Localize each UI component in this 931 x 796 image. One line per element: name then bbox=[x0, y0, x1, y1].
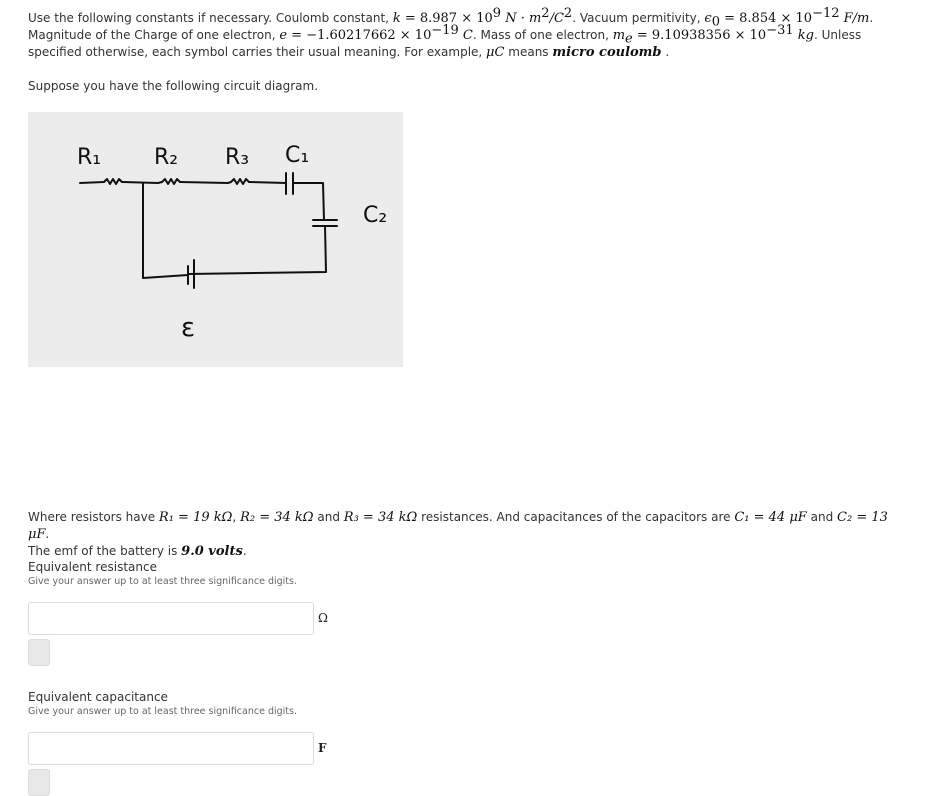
wire bbox=[188, 226, 326, 274]
math: micro coulomb bbox=[552, 45, 662, 60]
circuit-label: C₁ bbox=[285, 143, 310, 168]
question-label-resistance: Equivalent resistance bbox=[28, 560, 157, 574]
text: Use the following constants if necessary. Coulomb constant, bbox=[28, 11, 393, 25]
circuit-diagram bbox=[28, 112, 403, 367]
math: m bbox=[612, 28, 626, 43]
circuit-drawing bbox=[28, 112, 403, 367]
resistor-r2-symbol bbox=[162, 179, 180, 184]
wire bbox=[122, 182, 162, 183]
math: μC bbox=[486, 45, 505, 60]
text: , bbox=[232, 510, 241, 524]
math: = 9.10938356 × 10 bbox=[632, 28, 767, 43]
wire bbox=[80, 182, 104, 183]
capacitance-submit-button[interactable] bbox=[28, 769, 50, 796]
resistance-submit-button[interactable] bbox=[28, 639, 50, 666]
math: kg bbox=[793, 28, 814, 43]
question-label-capacitance: Equivalent capacitance bbox=[28, 690, 168, 704]
capacitance-unit: F bbox=[318, 741, 327, 755]
text: means bbox=[504, 45, 553, 59]
capacitor-c1-symbol bbox=[286, 173, 293, 194]
math: 2 bbox=[563, 6, 573, 21]
math: 9 bbox=[492, 6, 502, 21]
equivalent-capacitance-input[interactable] bbox=[28, 732, 314, 765]
text: and bbox=[313, 510, 344, 524]
math: = 8.854 × 10 bbox=[719, 11, 813, 26]
math: 9.0 volts bbox=[181, 544, 243, 559]
circuit-label: C₂ bbox=[363, 203, 388, 228]
math: −19 bbox=[431, 23, 459, 38]
text: resistances. And capacitances of the capacitors are bbox=[417, 510, 735, 524]
math: /C bbox=[549, 11, 564, 26]
math: −31 bbox=[766, 23, 794, 38]
wire bbox=[180, 182, 231, 183]
text: . bbox=[45, 527, 50, 541]
suppose-text: Suppose you have the following circuit diagram. bbox=[28, 79, 319, 93]
wire bbox=[143, 183, 188, 278]
math: = −1.60217662 × 10 bbox=[287, 28, 432, 43]
text: . Unless specified otherwise, each symbol carries their usual meaning. For example, bbox=[28, 28, 862, 59]
circuit-label: ε bbox=[181, 313, 196, 343]
equivalent-resistance-input[interactable] bbox=[28, 602, 314, 635]
math: N · m bbox=[501, 11, 542, 26]
circuit-label: R₃ bbox=[225, 145, 250, 170]
constants-paragraph bbox=[28, 6, 908, 61]
math: ϵ bbox=[704, 11, 712, 26]
math: R₃ = 34 kΩ bbox=[343, 510, 418, 525]
math: C₂ = 13 μF bbox=[28, 510, 888, 542]
math: C₁ = 44 μF bbox=[734, 510, 807, 525]
math: C bbox=[458, 28, 473, 43]
math: e bbox=[625, 31, 633, 47]
question-hint-capacitance: Give your answer up to at least three significance digits. bbox=[28, 706, 297, 717]
text: . bbox=[242, 544, 247, 558]
math: 0 bbox=[711, 14, 720, 30]
math: R₁ = 19 kΩ bbox=[158, 510, 233, 525]
math: e bbox=[279, 28, 288, 43]
math: = 8.987 × 10 bbox=[400, 11, 493, 26]
wire bbox=[249, 182, 286, 183]
math: −12 bbox=[812, 6, 840, 21]
text: The emf of the battery is bbox=[28, 544, 182, 558]
text: . bbox=[661, 45, 670, 59]
resistor-r1-symbol bbox=[104, 179, 122, 184]
text: Where resistors have bbox=[28, 510, 159, 524]
math: k bbox=[392, 11, 401, 26]
circuit-label: R₁ bbox=[77, 145, 102, 170]
text: . Vacuum permitivity, bbox=[572, 11, 705, 25]
wire bbox=[293, 183, 324, 220]
question-hint-resistance: Give your answer up to at least three significance digits. bbox=[28, 576, 297, 587]
text: . Mass of one electron, bbox=[472, 28, 613, 42]
math: 2 bbox=[541, 6, 550, 21]
text: and bbox=[806, 510, 838, 524]
circuit-label: R₂ bbox=[154, 145, 179, 170]
resistance-unit: Ω bbox=[318, 611, 328, 625]
math: R₂ = 34 kΩ bbox=[240, 510, 314, 525]
resistor-r3-symbol bbox=[231, 179, 249, 184]
math: F/m bbox=[839, 11, 870, 26]
given-values-paragraph bbox=[28, 509, 908, 560]
text: . Magnitude of the Charge of one electron, bbox=[28, 11, 874, 42]
